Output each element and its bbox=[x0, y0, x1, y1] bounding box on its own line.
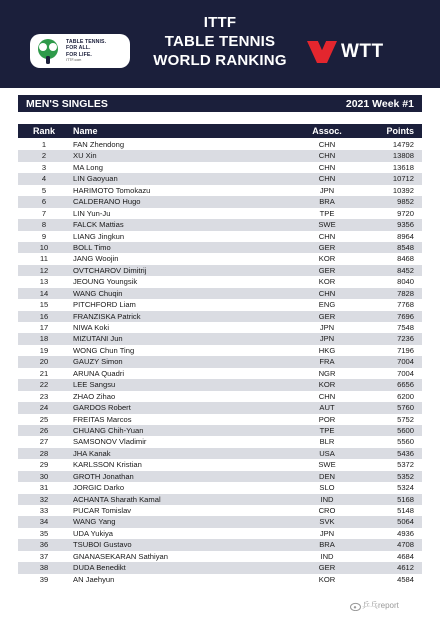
points-cell: 10392 bbox=[392, 185, 414, 195]
rank-cell: 15 bbox=[39, 300, 49, 310]
table-row bbox=[18, 299, 422, 310]
assoc-cell: SWE bbox=[318, 220, 336, 230]
table-row bbox=[18, 276, 422, 287]
rank-cell: 23 bbox=[39, 391, 49, 401]
table-row bbox=[18, 242, 422, 253]
assoc-cell: JPN bbox=[319, 334, 335, 344]
assoc-cell: CHN bbox=[318, 231, 336, 241]
name-cell: JORGIC Darko bbox=[73, 483, 125, 493]
points-cell: 5752 bbox=[397, 414, 414, 424]
table-row bbox=[18, 208, 422, 219]
assoc-cell: CRO bbox=[318, 506, 336, 515]
points-cell: 5372 bbox=[397, 460, 414, 470]
rank-cell: 34 bbox=[39, 517, 49, 527]
assoc-cell: JPN bbox=[319, 185, 335, 195]
points-cell: 5148 bbox=[397, 506, 414, 515]
rank-cell: 28 bbox=[39, 448, 49, 458]
ittf-logo-line1: TABLE TENNIS. bbox=[66, 39, 107, 46]
points-cell: 13618 bbox=[392, 162, 414, 172]
points-cell: 4612 bbox=[397, 563, 414, 573]
table-row bbox=[18, 414, 422, 425]
rank-cell: 35 bbox=[39, 528, 49, 538]
rank-cell: 3 bbox=[41, 162, 47, 172]
name-cell: LIN Gaoyuan bbox=[73, 174, 118, 184]
points-cell: 8040 bbox=[397, 277, 414, 287]
points-cell: 8468 bbox=[397, 254, 414, 264]
rank-cell: 8 bbox=[41, 220, 47, 230]
points-cell: 6200 bbox=[397, 391, 414, 401]
header bbox=[0, 0, 440, 88]
name-cell: GROTH Jonathan bbox=[73, 471, 134, 481]
page-title bbox=[140, 13, 300, 70]
points-cell: 7004 bbox=[397, 368, 414, 378]
assoc-cell: KOR bbox=[318, 277, 336, 287]
rank-cell: 11 bbox=[40, 254, 48, 264]
assoc-cell: CHN bbox=[318, 391, 336, 401]
points-cell: 8548 bbox=[397, 242, 414, 252]
assoc-cell: SVK bbox=[319, 517, 335, 527]
table-row bbox=[18, 150, 422, 161]
assoc-cell: KOR bbox=[318, 574, 336, 584]
points-cell: 5600 bbox=[397, 425, 414, 435]
table-row bbox=[18, 471, 422, 482]
name-cell: FREITAS Marcos bbox=[73, 414, 132, 424]
weibo-icon bbox=[350, 601, 362, 611]
points-cell: 10712 bbox=[392, 174, 414, 184]
rank-cell: 24 bbox=[39, 403, 49, 413]
wtt-logo-icon bbox=[307, 41, 337, 63]
week-label: 2021 Week #1 bbox=[345, 97, 414, 110]
assoc-cell: CHN bbox=[318, 174, 336, 184]
table-row bbox=[18, 391, 422, 402]
rank-cell: 10 bbox=[39, 242, 49, 252]
assoc-cell: IND bbox=[320, 551, 334, 561]
assoc-cell: JPN bbox=[319, 528, 335, 538]
table-row bbox=[18, 368, 422, 379]
name-cell: JHA Kanak bbox=[73, 448, 111, 458]
name-cell: DUDA Benedikt bbox=[73, 563, 126, 573]
points-cell: 9356 bbox=[397, 220, 414, 230]
title-line3: WORLD RANKING bbox=[153, 52, 287, 69]
assoc-cell: GER bbox=[318, 265, 336, 275]
assoc-cell: DEN bbox=[318, 471, 336, 481]
table-row bbox=[18, 253, 422, 264]
assoc-cell: CHN bbox=[318, 288, 336, 298]
rank-cell: 29 bbox=[39, 460, 49, 470]
points-cell: 5436 bbox=[397, 448, 414, 458]
points-cell: 7828 bbox=[397, 288, 414, 298]
rank-cell: 19 bbox=[39, 345, 49, 355]
title-line1: ITTF bbox=[203, 14, 237, 31]
name-cell: BOLL Timo bbox=[73, 242, 111, 252]
rank-cell: 1 bbox=[41, 140, 47, 149]
name-cell: TSUBOI Gustavo bbox=[73, 540, 132, 550]
points-cell: 4936 bbox=[397, 528, 414, 538]
rank-cell: 16 bbox=[39, 311, 49, 321]
assoc-cell: SLO bbox=[319, 483, 335, 493]
table-row bbox=[18, 162, 422, 173]
rank-cell: 30 bbox=[39, 471, 49, 481]
name-cell: KARLSSON Kristian bbox=[73, 460, 142, 470]
table-row bbox=[18, 425, 422, 436]
title-line2: TABLE TENNIS bbox=[164, 33, 276, 50]
rank-cell: 38 bbox=[39, 563, 49, 573]
rank-cell: 27 bbox=[39, 437, 49, 447]
points-cell: 7768 bbox=[397, 300, 414, 310]
name-cell: UDA Yukiya bbox=[73, 528, 113, 538]
name-cell: ZHAO Zihao bbox=[73, 391, 116, 401]
table-row bbox=[18, 219, 422, 230]
category-band bbox=[18, 95, 422, 112]
assoc-cell: NGR bbox=[318, 368, 336, 378]
rank-cell: 26 bbox=[39, 425, 49, 435]
points-cell: 4584 bbox=[397, 574, 414, 584]
name-cell: FRANZISKA Patrick bbox=[73, 311, 141, 321]
column-header-rank: Rank bbox=[32, 126, 55, 136]
ranking-table bbox=[18, 139, 422, 585]
points-cell: 9720 bbox=[397, 208, 414, 218]
assoc-cell: TPE bbox=[319, 208, 335, 218]
rank-cell: 14 bbox=[39, 288, 49, 298]
column-header-points: Points bbox=[386, 126, 414, 136]
points-cell: 8452 bbox=[397, 265, 414, 275]
points-cell: 13808 bbox=[392, 151, 414, 161]
table-row bbox=[18, 173, 422, 184]
table-row bbox=[18, 494, 422, 505]
rank-cell: 12 bbox=[39, 265, 49, 275]
wtt-label: WTT bbox=[341, 41, 384, 62]
name-cell: JEOUNG Youngsik bbox=[73, 277, 138, 287]
name-cell: GNANASEKARAN Sathiyan bbox=[73, 551, 168, 561]
assoc-cell: BLR bbox=[319, 437, 335, 447]
ittf-logo-line3: FOR LIFE. bbox=[66, 51, 92, 58]
name-cell: SAMSONOV Vladimir bbox=[73, 437, 147, 447]
rank-cell: 6 bbox=[41, 197, 47, 207]
rank-cell: 5 bbox=[41, 185, 47, 195]
name-cell: WANG Chuqin bbox=[73, 288, 123, 298]
assoc-cell: IND bbox=[320, 494, 334, 504]
rank-cell: 2 bbox=[41, 151, 47, 161]
name-cell: XU Xin bbox=[73, 151, 97, 161]
table-row bbox=[18, 436, 422, 447]
assoc-cell: HKG bbox=[318, 345, 336, 355]
assoc-cell: JPN bbox=[319, 323, 335, 332]
table-row bbox=[18, 402, 422, 413]
assoc-cell: FRA bbox=[319, 357, 335, 367]
table-row bbox=[18, 322, 422, 333]
table-row bbox=[18, 311, 422, 322]
points-cell: 14792 bbox=[392, 140, 414, 149]
assoc-cell: GER bbox=[318, 563, 336, 573]
watermark-text: 乒乓report bbox=[362, 601, 399, 610]
table-row bbox=[18, 574, 422, 585]
table-row bbox=[18, 196, 422, 207]
assoc-cell: BRA bbox=[319, 540, 335, 550]
column-header-name: Name bbox=[73, 126, 98, 136]
assoc-cell: USA bbox=[319, 448, 335, 458]
rank-cell: 32 bbox=[39, 494, 49, 504]
points-cell: 5064 bbox=[397, 517, 414, 527]
assoc-cell: GER bbox=[318, 242, 336, 252]
rank-cell: 13 bbox=[39, 277, 49, 287]
table-row bbox=[18, 562, 422, 573]
name-cell: PITCHFORD Liam bbox=[73, 300, 136, 310]
name-cell: FALCK Mattias bbox=[73, 220, 124, 230]
rank-cell: 22 bbox=[39, 380, 49, 390]
table-row bbox=[18, 345, 422, 356]
assoc-cell: KOR bbox=[318, 380, 336, 390]
rank-cell: 37 bbox=[39, 551, 49, 561]
ittf-logo-sub: ITTF.com bbox=[66, 57, 82, 62]
assoc-cell: AUT bbox=[319, 403, 335, 413]
name-cell: LEE Sangsu bbox=[73, 380, 116, 390]
rank-cell: 25 bbox=[39, 414, 49, 424]
name-cell: NIWA Koki bbox=[73, 323, 110, 332]
name-cell: CHUANG Chih-Yuan bbox=[73, 425, 144, 435]
rank-cell: 17 bbox=[39, 323, 49, 332]
rank-cell: 4 bbox=[41, 174, 47, 184]
points-cell: 4684 bbox=[397, 551, 414, 561]
points-cell: 7004 bbox=[397, 357, 414, 367]
ittf-logo bbox=[30, 34, 130, 68]
name-cell: GARDOS Robert bbox=[73, 403, 131, 413]
wtt-logo bbox=[307, 40, 384, 64]
rank-cell: 20 bbox=[39, 357, 49, 367]
table-row bbox=[18, 379, 422, 390]
table-row bbox=[18, 505, 422, 516]
name-cell: LIANG Jingkun bbox=[73, 231, 125, 241]
points-cell: 4708 bbox=[397, 540, 414, 550]
points-cell: 5560 bbox=[397, 437, 414, 447]
name-cell: HARIMOTO Tomokazu bbox=[73, 185, 151, 195]
table-row bbox=[18, 539, 422, 550]
name-cell: FAN Zhendong bbox=[73, 140, 125, 149]
table-row bbox=[18, 288, 422, 299]
name-cell: GAUZY Simon bbox=[73, 357, 123, 367]
assoc-cell: BRA bbox=[319, 197, 335, 207]
points-cell: 7196 bbox=[397, 345, 414, 355]
assoc-cell: GER bbox=[318, 311, 336, 321]
name-cell: MA Long bbox=[73, 162, 103, 172]
table-row bbox=[18, 528, 422, 539]
points-cell: 7548 bbox=[397, 323, 414, 332]
assoc-cell: KOR bbox=[318, 254, 336, 264]
table-row bbox=[18, 448, 422, 459]
name-cell: WANG Yang bbox=[73, 517, 116, 527]
points-cell: 6656 bbox=[397, 380, 414, 390]
category-label: MEN'S SINGLES bbox=[26, 97, 108, 110]
ittf-logo-text bbox=[66, 39, 106, 63]
name-cell: CALDERANO Hugo bbox=[73, 197, 141, 207]
rank-cell: 36 bbox=[39, 540, 49, 550]
assoc-cell: POR bbox=[318, 414, 336, 424]
rank-cell: 18 bbox=[39, 334, 49, 344]
table-row bbox=[18, 185, 422, 196]
points-cell: 7236 bbox=[397, 334, 414, 344]
rank-cell: 21 bbox=[39, 368, 49, 378]
points-cell: 7696 bbox=[397, 311, 414, 321]
rank-cell: 33 bbox=[39, 506, 49, 515]
table-row bbox=[18, 459, 422, 470]
name-cell: WONG Chun Ting bbox=[73, 345, 135, 355]
rank-cell: 39 bbox=[39, 574, 49, 584]
table-row bbox=[18, 551, 422, 562]
assoc-cell: SWE bbox=[318, 460, 336, 470]
assoc-cell: CHN bbox=[318, 162, 336, 172]
name-cell: ACHANTA Sharath Kamal bbox=[73, 494, 161, 504]
name-cell: MIZUTANI Jun bbox=[73, 334, 123, 344]
table-header bbox=[18, 124, 422, 138]
assoc-cell: CHN bbox=[318, 140, 336, 149]
column-header-assoc: Assoc. bbox=[312, 126, 342, 136]
rank-cell: 7 bbox=[41, 208, 47, 218]
table-row bbox=[18, 231, 422, 242]
name-cell: ARUNA Quadri bbox=[73, 368, 125, 378]
table-row bbox=[18, 356, 422, 367]
points-cell: 5760 bbox=[397, 403, 414, 413]
ittf-paddle-icon bbox=[33, 36, 63, 66]
table-row bbox=[18, 516, 422, 527]
points-cell: 5352 bbox=[397, 471, 414, 481]
points-cell: 8964 bbox=[397, 231, 414, 241]
table-row bbox=[18, 333, 422, 344]
rank-cell: 31 bbox=[39, 483, 49, 493]
ittf-logo-line2: FOR ALL. bbox=[66, 45, 91, 52]
table-row bbox=[18, 139, 422, 150]
watermark bbox=[350, 600, 399, 611]
assoc-cell: ENG bbox=[318, 300, 336, 310]
table-row bbox=[18, 482, 422, 493]
assoc-cell: TPE bbox=[319, 425, 335, 435]
name-cell: OVTCHAROV Dimitrij bbox=[73, 265, 147, 275]
name-cell: AN Jaehyun bbox=[73, 574, 115, 584]
points-cell: 5168 bbox=[397, 494, 414, 504]
table-row bbox=[18, 265, 422, 276]
points-cell: 9852 bbox=[397, 197, 414, 207]
name-cell: PUCAR Tomislav bbox=[73, 506, 132, 515]
name-cell: JANG Woojin bbox=[73, 254, 119, 264]
points-cell: 5324 bbox=[397, 483, 414, 493]
name-cell: LIN Yun-Ju bbox=[73, 208, 111, 218]
rank-cell: 9 bbox=[41, 231, 47, 241]
assoc-cell: CHN bbox=[318, 151, 336, 161]
